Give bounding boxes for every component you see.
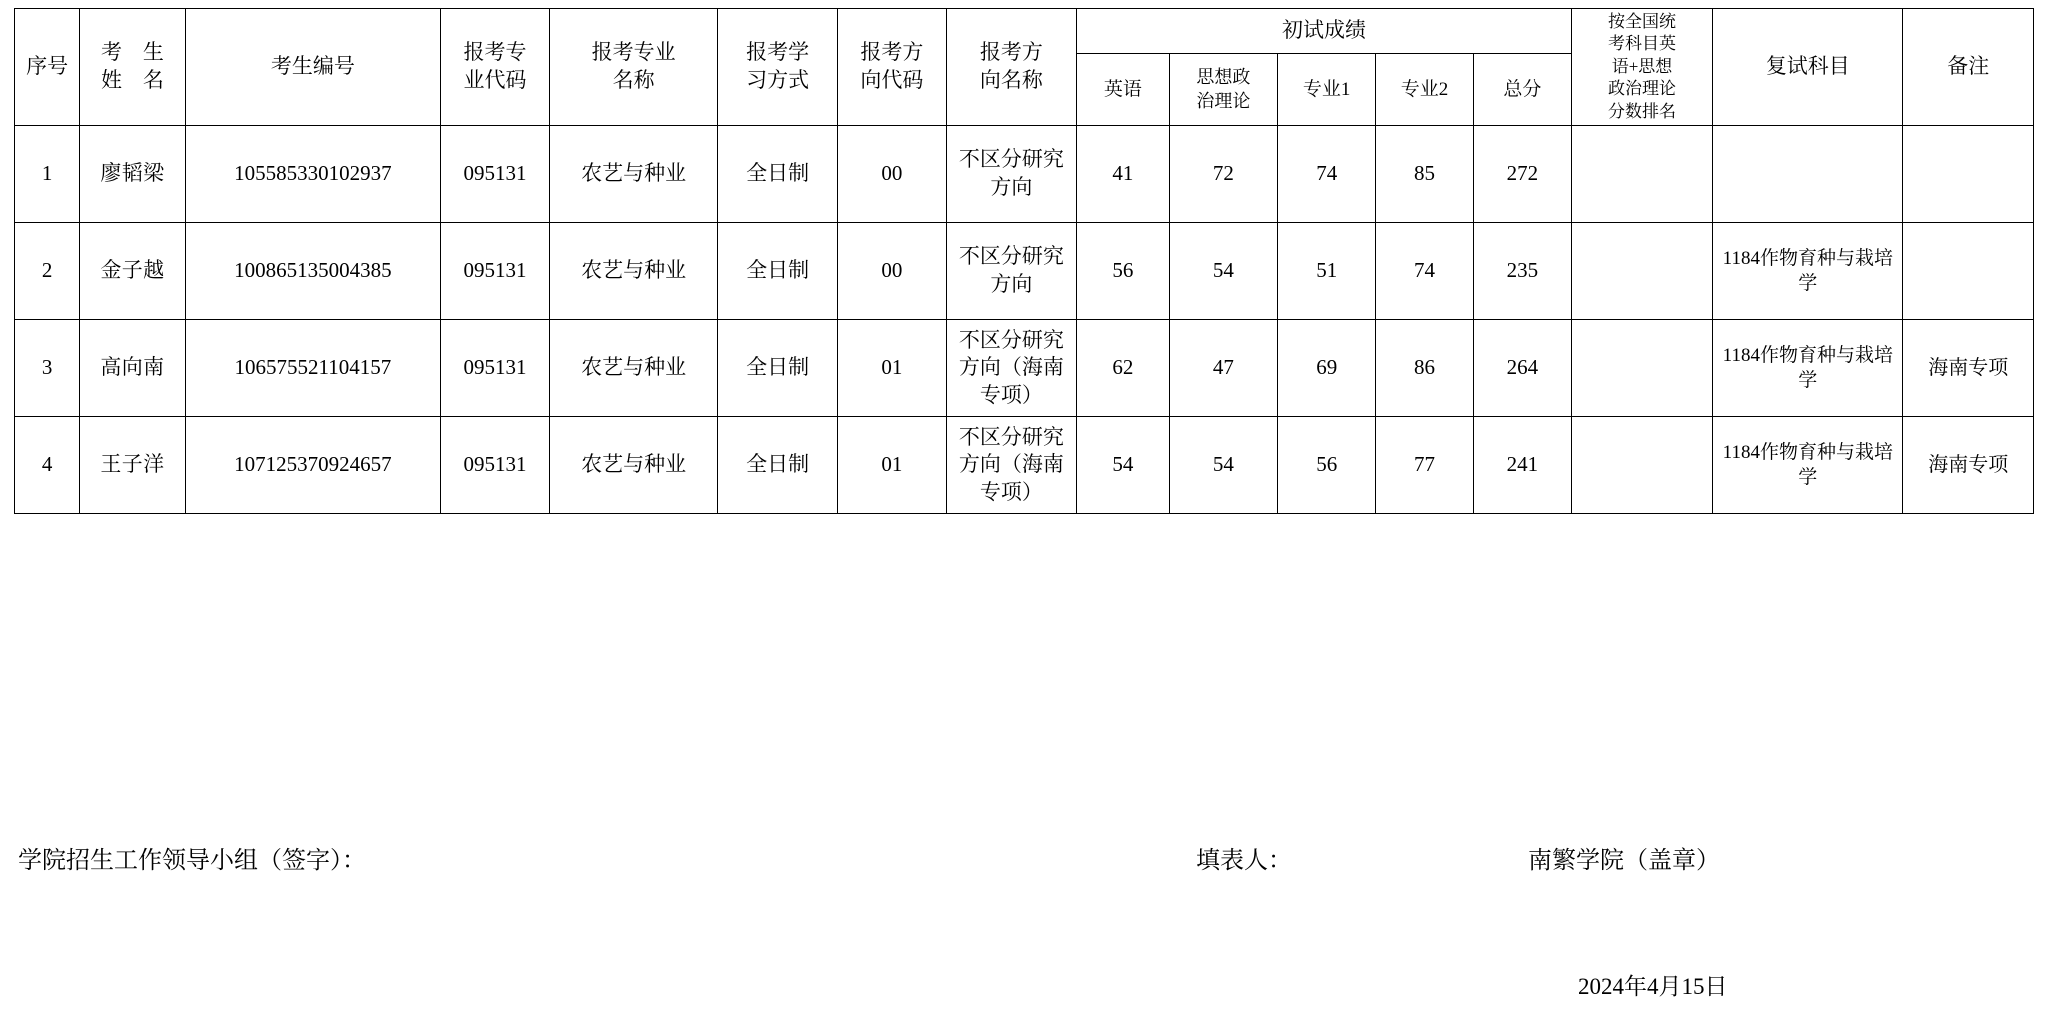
th-national-rank-line4: 政治理论 [1608,79,1677,99]
th-candidate-name-line1: 考 生 [100,40,164,65]
th-total-label: 总分 [1503,79,1542,101]
th-major-name [549,9,718,126]
th-major-code-line2: 业代码 [463,68,527,93]
th-major-code [441,9,550,126]
th-candidate-name-line2: 姓 名 [100,68,164,93]
th-direction-code [837,9,946,126]
cell-remark: 海南专项 [1903,417,2034,514]
cell-retest-subject [1713,126,1903,223]
th-direction-code-line1: 报考方 [860,40,924,65]
th-national-rank [1571,9,1712,126]
cell-candidate-name: 王子洋 [80,417,185,514]
th-politics-line2: 治理论 [1196,90,1251,111]
cell-retest-subject: 1184作物育种与栽培学 [1713,223,1903,320]
cell-seq: 2 [15,223,80,320]
cell-major-name: 农艺与种业 [549,417,718,514]
cell-seq: 4 [15,417,80,514]
document-date: 2024年4月15日 [1578,974,1728,999]
th-candidate-name [80,9,185,126]
th-study-mode-line1: 报考学 [746,40,810,65]
th-study-mode-line2: 习方式 [746,68,810,93]
th-prelim-group-label: 初试成绩 [1282,18,1366,43]
cell-direction-name: 不区分研究方向 [946,223,1076,320]
cell-direction-name: 不区分研究方向（海南专项） [946,417,1076,514]
cell-candidate-no: 107125370924657 [185,417,440,514]
th-retest-subject-label: 复试科目 [1765,54,1850,79]
cell-seq: 1 [15,126,80,223]
th-english [1077,53,1169,125]
th-study-mode [718,9,838,126]
th-national-rank-line5: 分数排名 [1608,101,1677,121]
cell-direction-name: 不区分研究方向 [946,126,1076,223]
th-direction-name-line1: 报考方 [979,40,1043,65]
cell-direction-code: 00 [837,223,946,320]
th-major2 [1376,53,1474,125]
th-candidate-no [185,9,440,126]
cell-major1: 74 [1278,126,1376,223]
cell-major-name: 农艺与种业 [549,126,718,223]
th-major-name-line2: 名称 [612,68,655,93]
cell-major-name: 农艺与种业 [549,320,718,417]
cell-candidate-name: 廖韬梁 [80,126,185,223]
table-header-row-1 [15,9,2034,54]
th-seq [15,9,80,126]
th-prelim-group [1077,9,1572,54]
cell-major-name: 农艺与种业 [549,223,718,320]
cell-study-mode: 全日制 [718,320,838,417]
cell-major-code: 095131 [441,223,550,320]
cell-direction-name: 不区分研究方向（海南专项） [946,320,1076,417]
cell-total: 241 [1473,417,1571,514]
cell-study-mode: 全日制 [718,223,838,320]
th-major1-label: 专业1 [1302,79,1351,101]
cell-english: 54 [1077,417,1169,514]
cell-national-rank [1571,223,1712,320]
table-header [15,9,2034,126]
cell-seq: 3 [15,320,80,417]
cell-national-rank [1571,417,1712,514]
th-total [1473,53,1571,125]
cell-retest-subject: 1184作物育种与栽培学 [1713,417,1903,514]
filler-label: 填表人： [1196,848,1292,874]
college-seal-label: 南繁学院（盖章） [1528,848,1720,874]
cell-english: 56 [1077,223,1169,320]
cell-direction-code: 01 [837,417,946,514]
signature-label: 学院招生工作领导小组（签字）： [18,848,366,874]
cell-major-code: 095131 [441,417,550,514]
cell-remark [1903,223,2034,320]
cell-politics: 54 [1169,417,1278,514]
cell-major2: 77 [1376,417,1474,514]
cell-national-rank [1571,126,1712,223]
table-row [15,320,2034,417]
cell-candidate-no: 100865135004385 [185,223,440,320]
cell-total: 235 [1473,223,1571,320]
th-direction-code-line2: 向代码 [860,68,924,93]
th-direction-name [946,9,1076,126]
cell-study-mode: 全日制 [718,126,838,223]
table-row [15,223,2034,320]
cell-candidate-no: 106575521104157 [185,320,440,417]
cell-politics: 47 [1169,320,1278,417]
cell-major-code: 095131 [441,320,550,417]
admission-scores-table [14,8,2034,514]
cell-candidate-name: 金子越 [80,223,185,320]
cell-study-mode: 全日制 [718,417,838,514]
cell-direction-code: 01 [837,320,946,417]
cell-retest-subject: 1184作物育种与栽培学 [1713,320,1903,417]
th-direction-name-line2: 向名称 [979,68,1043,93]
cell-politics: 54 [1169,223,1278,320]
cell-major2: 86 [1376,320,1474,417]
table-body [15,126,2034,514]
cell-remark [1903,126,2034,223]
th-major1 [1278,53,1376,125]
cell-major2: 85 [1376,126,1474,223]
cell-english: 41 [1077,126,1169,223]
th-national-rank-line2: 考科目英 [1608,34,1677,54]
th-national-rank-line1: 按全国统 [1608,12,1677,31]
cell-direction-code: 00 [837,126,946,223]
cell-politics: 72 [1169,126,1278,223]
cell-major1: 51 [1278,223,1376,320]
th-national-rank-line3: 语+思想 [1611,56,1673,76]
cell-total: 272 [1473,126,1571,223]
th-seq-label: 序号 [26,54,69,79]
th-remark [1903,9,2034,126]
cell-total: 264 [1473,320,1571,417]
th-major-code-line1: 报考专 [463,40,527,65]
cell-candidate-no: 105585330102937 [185,126,440,223]
cell-major1: 69 [1278,320,1376,417]
th-major2-label: 专业2 [1400,79,1449,101]
cell-candidate-name: 高向南 [80,320,185,417]
table-row [15,126,2034,223]
th-politics-line1: 思想政 [1196,66,1251,87]
cell-national-rank [1571,320,1712,417]
cell-major2: 74 [1376,223,1474,320]
th-politics [1169,53,1278,125]
th-retest-subject [1713,9,1903,126]
th-english-label: 英语 [1103,79,1142,101]
cell-remark: 海南专项 [1903,320,2034,417]
th-remark-label: 备注 [1947,54,1990,79]
th-candidate-no-label: 考生编号 [270,54,355,79]
cell-english: 62 [1077,320,1169,417]
th-major-name-line1: 报考专业 [591,40,676,65]
table-row [15,417,2034,514]
cell-major1: 56 [1278,417,1376,514]
cell-major-code: 095131 [441,126,550,223]
